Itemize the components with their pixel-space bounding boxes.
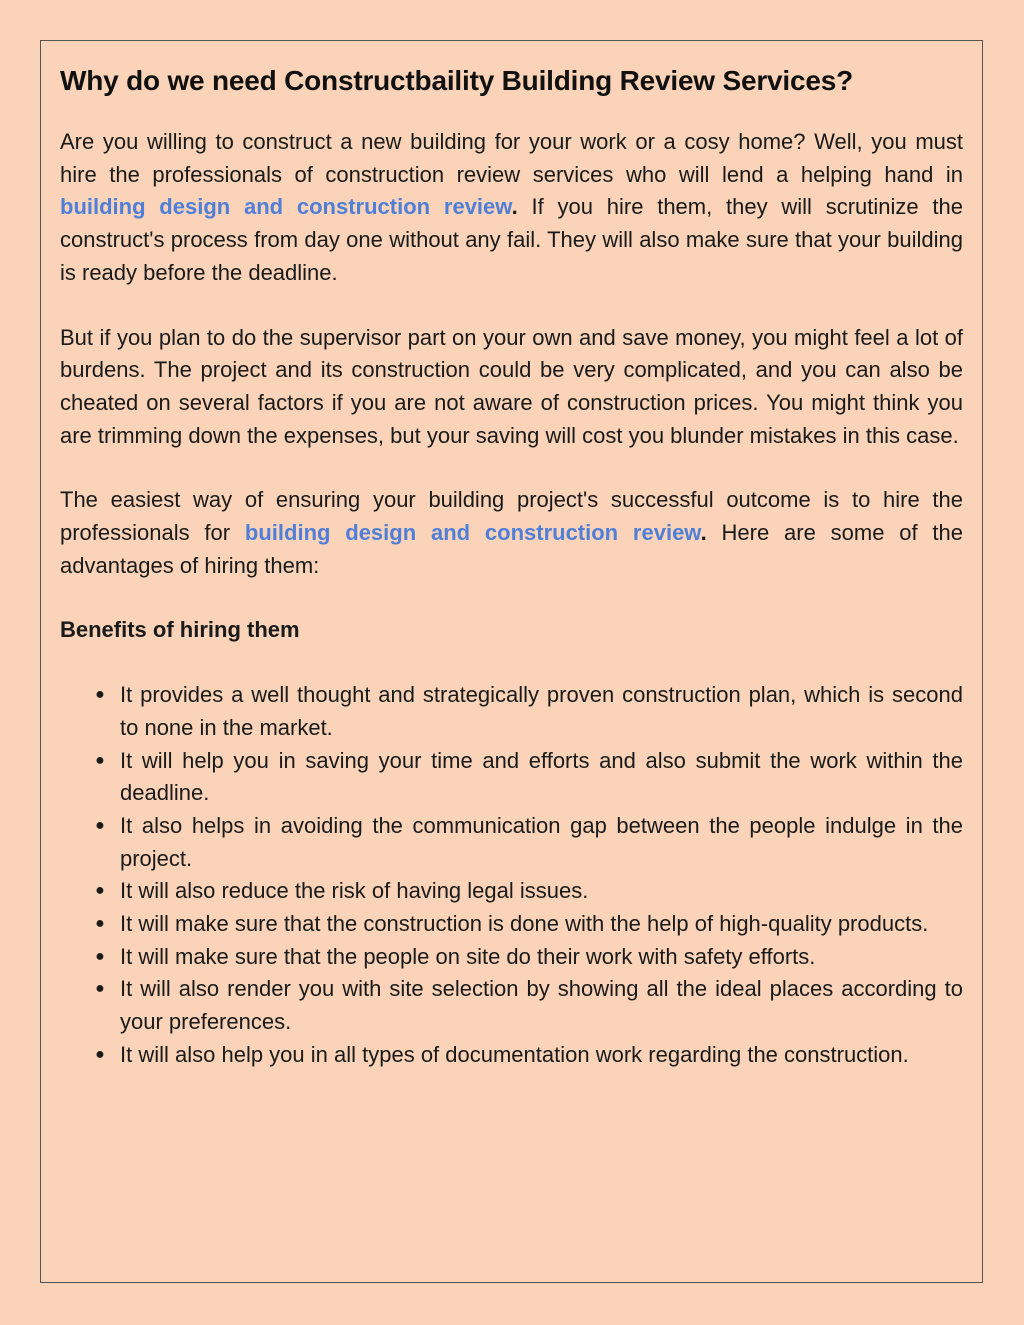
benefit-text: It will also reduce the risk of having legal issues.	[120, 878, 589, 904]
intro-text-before: Are you willing to construct a new building for your work or a cosy home? Well, you must hire the professionals of construction review services who will lend a helping hand in	[60, 129, 963, 187]
benefit-text: It will make sure that the construction is done with the help of high-quality products.	[120, 911, 929, 937]
benefit-item	[60, 875, 963, 908]
bullet-icon: ●	[95, 882, 105, 900]
intro-paragraph	[60, 126, 963, 290]
easiest-link-period: .	[700, 520, 707, 546]
easiest-way-paragraph	[60, 484, 963, 582]
benefit-text: It provides a well thought and strategically proven construction plan, which is second to none in the market.	[120, 682, 963, 740]
easiest-review-link[interactable]: building design and construction review	[244, 520, 701, 546]
easiest-text-after: Here are some of the advantages of hiring them:	[60, 520, 963, 578]
bullet-icon: ●	[95, 947, 105, 965]
page-title: Why do we need Constructbaility Building Review Services?	[60, 65, 853, 96]
easiest-text-before: The easiest way of ensuring your building project's successful outcome is to hire the professionals for	[60, 487, 963, 546]
intro-link-period: .	[511, 194, 518, 220]
benefit-item	[60, 908, 963, 941]
benefit-item	[60, 973, 963, 1038]
bullet-icon: ●	[95, 980, 105, 998]
bullet-icon: ●	[95, 816, 105, 834]
benefit-item	[60, 1039, 963, 1072]
bullet-icon: ●	[95, 1045, 105, 1063]
document-content	[60, 62, 963, 1072]
intro-text-after: If you hire them, they will scrutinize the construct's process from day one without any fail. They will also make sure that your building is ready before the deadline.	[60, 194, 964, 285]
bullet-icon: ●	[95, 751, 105, 769]
bullet-icon: ●	[95, 686, 105, 704]
benefits-list	[60, 679, 963, 1071]
benefit-text: It will help you in saving your time and efforts and also submit the work within the deadline.	[120, 747, 963, 806]
intro-review-link[interactable]: building design and construction review	[60, 194, 512, 220]
benefit-text: It will make sure that the people on site do their work with safety efforts.	[120, 943, 816, 969]
benefits-heading: Benefits of hiring them	[60, 617, 300, 643]
bullet-icon: ●	[95, 915, 105, 933]
benefit-text: It will also render you with site selection by showing all the ideal places according to your preferences.	[120, 976, 963, 1035]
benefit-item	[60, 745, 963, 810]
benefit-text: It will also help you in all types of documentation work regarding the construction.	[120, 1041, 909, 1067]
benefit-item	[60, 810, 963, 875]
benefit-item	[60, 679, 963, 744]
supervisor-paragraph: But if you plan to do the supervisor part on your own and save money, you might feel a lot of burdens. The project and its construction could be very complicated, and you can also be cheated on several factors if you are not aware of construction prices. You might think you are trimming down the expenses, but your saving will cost you blunder mistakes in this case.	[60, 324, 963, 448]
benefit-text: It also helps in avoiding the communication gap between the people indulge in the project.	[120, 812, 963, 871]
benefit-item	[60, 941, 963, 974]
